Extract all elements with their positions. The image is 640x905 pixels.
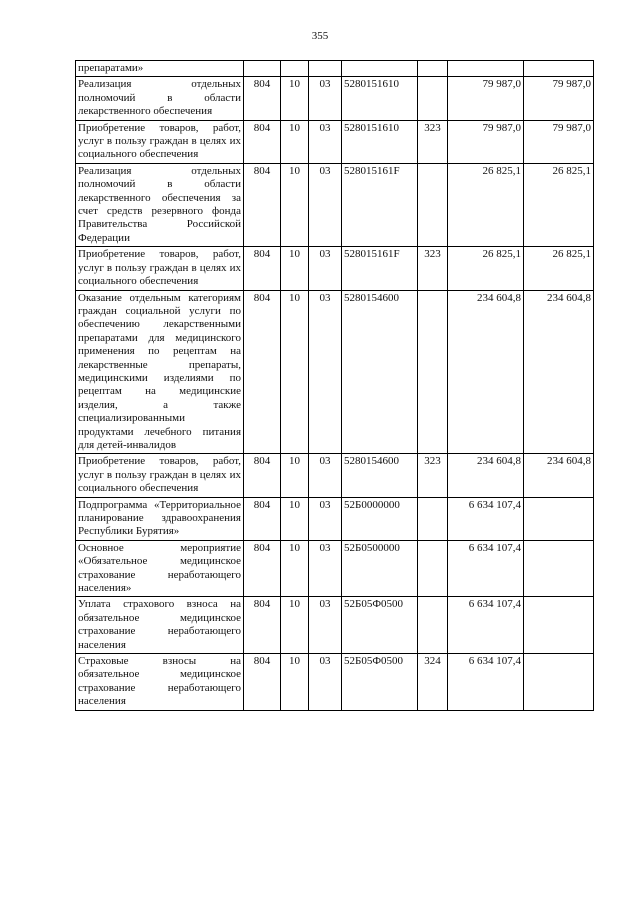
grbs-cell: 804 — [244, 540, 281, 597]
table-row — [76, 61, 594, 77]
table-row — [76, 497, 594, 540]
row-name-cell: Уплата страхового взноса на обязательное медицинское страхование неработающего населения — [76, 597, 244, 654]
subsection-cell: 03 — [309, 247, 342, 290]
section-cell: 10 — [281, 290, 309, 454]
amount-2-cell — [524, 540, 594, 597]
amount-1-cell: 79 987,0 — [448, 120, 524, 163]
table-row — [76, 120, 594, 163]
grbs-cell: 804 — [244, 247, 281, 290]
grbs-cell: 804 — [244, 77, 281, 120]
subsection-cell: 03 — [309, 77, 342, 120]
table-row — [76, 77, 594, 120]
expense-type-cell — [418, 163, 448, 246]
expense-type-cell — [418, 61, 448, 77]
expense-type-cell — [418, 540, 448, 597]
row-name-cell: Реализация отдельных полномочий в области лекарственного обеспечения за счет средств резервного фонда Правительства Российской Федерации — [76, 163, 244, 246]
amount-1-cell — [448, 61, 524, 77]
amount-1-cell: 6 634 107,4 — [448, 497, 524, 540]
target-article-cell: 52Б05Ф0500 — [342, 654, 418, 711]
amount-1-cell: 26 825,1 — [448, 247, 524, 290]
section-cell: 10 — [281, 120, 309, 163]
expense-type-cell — [418, 77, 448, 120]
amount-2-cell — [524, 497, 594, 540]
section-cell: 10 — [281, 247, 309, 290]
amount-1-cell: 6 634 107,4 — [448, 540, 524, 597]
row-name-cell: Страховые взносы на обязательное медицинское страхование неработающего населения — [76, 654, 244, 711]
subsection-cell: 03 — [309, 163, 342, 246]
expense-type-cell: 323 — [418, 247, 448, 290]
target-article-cell: 5280154600 — [342, 454, 418, 497]
amount-1-cell: 6 634 107,4 — [448, 597, 524, 654]
expense-type-cell: 324 — [418, 654, 448, 711]
table-row — [76, 247, 594, 290]
budget-table — [75, 60, 594, 711]
section-cell: 10 — [281, 597, 309, 654]
amount-2-cell — [524, 597, 594, 654]
amount-2-cell: 79 987,0 — [524, 120, 594, 163]
subsection-cell: 03 — [309, 290, 342, 454]
section-cell: 10 — [281, 454, 309, 497]
grbs-cell: 804 — [244, 654, 281, 711]
amount-2-cell: 79 987,0 — [524, 77, 594, 120]
row-name-cell: Подпрограмма «Территориальное планирование здравоохранения Республики Бурятия» — [76, 497, 244, 540]
subsection-cell: 03 — [309, 597, 342, 654]
expense-type-cell — [418, 290, 448, 454]
row-name-cell: Основное мероприятие «Обязательное медицинское страхование неработающего населения» — [76, 540, 244, 597]
table-row — [76, 454, 594, 497]
table-row — [76, 654, 594, 711]
row-name-cell: препаратами» — [76, 61, 244, 77]
section-cell: 10 — [281, 654, 309, 711]
section-cell: 10 — [281, 163, 309, 246]
grbs-cell: 804 — [244, 163, 281, 246]
table-row — [76, 163, 594, 246]
row-name-cell: Оказание отдельным категориям граждан социальной услуги по обеспечению лекарственными препаратами для медицинского применения по рецептам на лекарственные препараты, медицинскими изделиями по рецептам на медицинские изделия, а также специализированными продуктами лечебного питания для детей-инвалидов — [76, 290, 244, 454]
amount-2-cell: 234 604,8 — [524, 290, 594, 454]
table-row — [76, 540, 594, 597]
amount-1-cell: 79 987,0 — [448, 77, 524, 120]
amount-1-cell: 26 825,1 — [448, 163, 524, 246]
subsection-cell: 03 — [309, 454, 342, 497]
grbs-cell — [244, 61, 281, 77]
amount-1-cell: 234 604,8 — [448, 454, 524, 497]
grbs-cell: 804 — [244, 290, 281, 454]
subsection-cell: 03 — [309, 497, 342, 540]
expense-type-cell — [418, 597, 448, 654]
table-row — [76, 597, 594, 654]
page-number: 355 — [311, 30, 329, 42]
section-cell: 10 — [281, 540, 309, 597]
amount-2-cell — [524, 61, 594, 77]
subsection-cell — [309, 61, 342, 77]
grbs-cell: 804 — [244, 597, 281, 654]
target-article-cell — [342, 61, 418, 77]
target-article-cell: 52Б0000000 — [342, 497, 418, 540]
subsection-cell: 03 — [309, 120, 342, 163]
amount-2-cell — [524, 654, 594, 711]
target-article-cell: 52Б05Ф0500 — [342, 597, 418, 654]
row-name-cell: Приобретение товаров, работ, услуг в пользу граждан в целях их социального обеспечения — [76, 247, 244, 290]
subsection-cell: 03 — [309, 654, 342, 711]
target-article-cell: 5280154600 — [342, 290, 418, 454]
expense-type-cell — [418, 497, 448, 540]
grbs-cell: 804 — [244, 497, 281, 540]
amount-1-cell: 6 634 107,4 — [448, 654, 524, 711]
expense-type-cell: 323 — [418, 454, 448, 497]
target-article-cell: 528015161F — [342, 247, 418, 290]
amount-2-cell: 26 825,1 — [524, 163, 594, 246]
section-cell: 10 — [281, 497, 309, 540]
amount-1-cell: 234 604,8 — [448, 290, 524, 454]
target-article-cell: 5280151610 — [342, 77, 418, 120]
target-article-cell: 528015161F — [342, 163, 418, 246]
target-article-cell: 5280151610 — [342, 120, 418, 163]
section-cell: 10 — [281, 77, 309, 120]
amount-2-cell: 26 825,1 — [524, 247, 594, 290]
row-name-cell: Реализация отдельных полномочий в области лекарственного обеспечения — [76, 77, 244, 120]
grbs-cell: 804 — [244, 120, 281, 163]
amount-2-cell: 234 604,8 — [524, 454, 594, 497]
subsection-cell: 03 — [309, 540, 342, 597]
grbs-cell: 804 — [244, 454, 281, 497]
table-row — [76, 290, 594, 454]
expense-type-cell: 323 — [418, 120, 448, 163]
row-name-cell: Приобретение товаров, работ, услуг в пользу граждан в целях их социального обеспечения — [76, 120, 244, 163]
row-name-cell: Приобретение товаров, работ, услуг в пользу граждан в целях их социального обеспечения — [76, 454, 244, 497]
target-article-cell: 52Б0500000 — [342, 540, 418, 597]
section-cell — [281, 61, 309, 77]
